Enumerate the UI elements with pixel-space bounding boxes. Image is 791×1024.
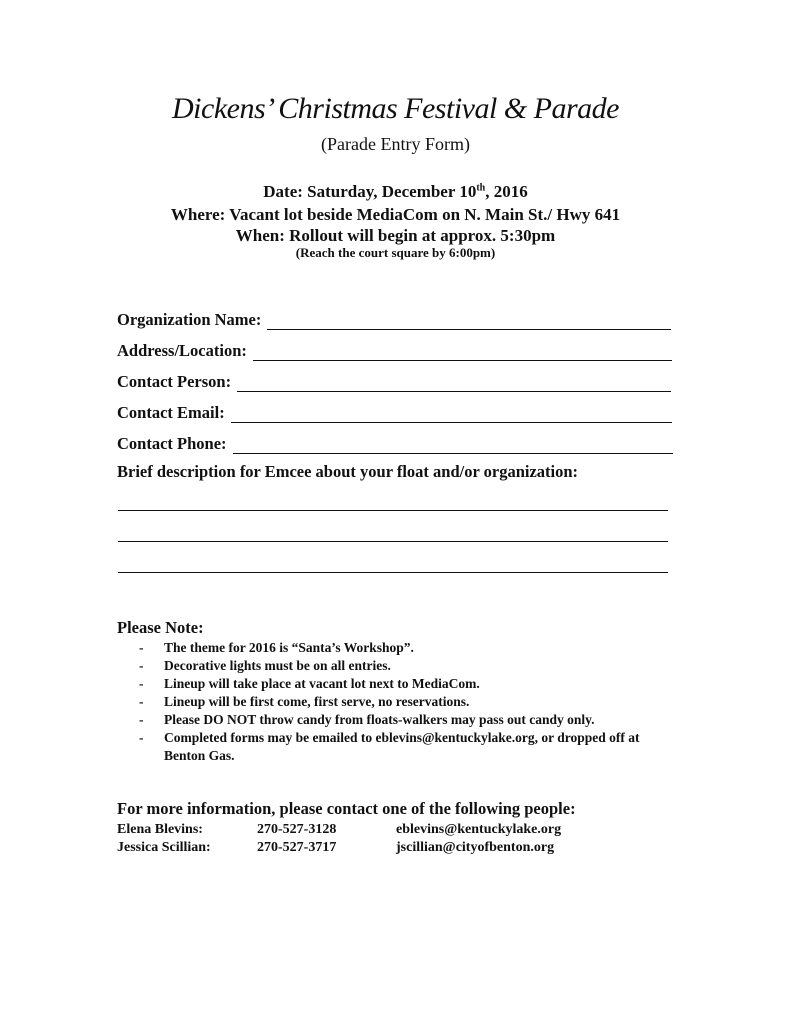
bullet-dash: -: [139, 730, 144, 745]
description-line[interactable]: [118, 541, 668, 542]
list-item: [139, 639, 679, 657]
notes-list: [139, 639, 679, 765]
contact-name: Elena Blevins:: [117, 822, 203, 837]
event-date-sup: th: [476, 182, 486, 194]
note-text: Completed forms may be emailed to eblevins@kentuckylake.org, or dropped off at Benton Gas.: [164, 730, 640, 763]
address-location-line[interactable]: [253, 344, 672, 361]
organization-name-field[interactable]: [117, 310, 671, 330]
description-line[interactable]: [118, 572, 668, 573]
contact-email-field[interactable]: [117, 403, 672, 423]
bullet-dash: -: [139, 694, 144, 709]
list-item: [139, 675, 679, 693]
event-date-suffix: , 2016: [485, 182, 528, 201]
page-subtitle: (Parade Entry Form): [321, 134, 470, 154]
bullet-dash: -: [139, 676, 144, 691]
contact-person-label: Contact Person:: [117, 372, 232, 391]
note-text: The theme for 2016 is “Santa’s Workshop”.: [164, 640, 414, 655]
bullet-dash: -: [139, 712, 144, 727]
list-item: [139, 711, 679, 729]
contact-phone-field[interactable]: [117, 434, 673, 454]
bullet-dash: -: [139, 640, 144, 655]
page-title: Dickens’ Christmas Festival & Parade: [172, 92, 619, 125]
contact-email[interactable]: jscillian@cityofbenton.org: [396, 840, 555, 855]
organization-name-line[interactable]: [267, 313, 671, 330]
address-location-label: Address/Location:: [117, 341, 247, 360]
organization-name-label: Organization Name:: [117, 310, 262, 329]
event-date-prefix: Date: Saturday, December 10: [263, 182, 477, 201]
contact-phone: 270-527-3717: [257, 840, 337, 855]
contact-email-label: Contact Email:: [117, 403, 225, 422]
note-text: Decorative lights must be on all entries.: [164, 658, 391, 673]
note-text: Lineup will be first come, first serve, no reservations.: [164, 694, 470, 709]
contact-phone: 270-527-3128: [257, 822, 337, 837]
contact-name: Jessica Scillian:: [117, 840, 211, 855]
contact-person-line[interactable]: [237, 375, 671, 392]
event-where: Where: Vacant lot beside MediaCom on N. Main St./ Hwy 641: [170, 205, 621, 224]
contact-phone-label: Contact Phone:: [117, 434, 227, 453]
description-label: Brief description for Emcee about your float and/or organization:: [117, 462, 579, 481]
event-note: (Reach the court square by 6:00pm): [295, 245, 496, 260]
event-when: When: Rollout will begin at approx. 5:30pm: [235, 226, 556, 245]
list-item: [139, 657, 679, 675]
bullet-dash: -: [139, 658, 144, 673]
list-item: [139, 729, 679, 765]
contact-email[interactable]: eblevins@kentuckylake.org: [396, 822, 562, 837]
contact-email-line[interactable]: [231, 406, 672, 423]
list-item: [139, 693, 679, 711]
contact-phone-line[interactable]: [233, 437, 673, 454]
note-text: Please DO NOT throw candy from floats-walkers may pass out candy only.: [164, 712, 595, 727]
notes-heading: Please Note:: [117, 618, 204, 637]
description-line[interactable]: [118, 510, 668, 511]
address-location-field[interactable]: [117, 341, 672, 361]
contact-person-field[interactable]: [117, 372, 671, 392]
contact-heading: For more information, please contact one of the following people:: [117, 799, 576, 818]
event-date: [0, 182, 791, 202]
note-text: Lineup will take place at vacant lot next to MediaCom.: [164, 676, 480, 691]
